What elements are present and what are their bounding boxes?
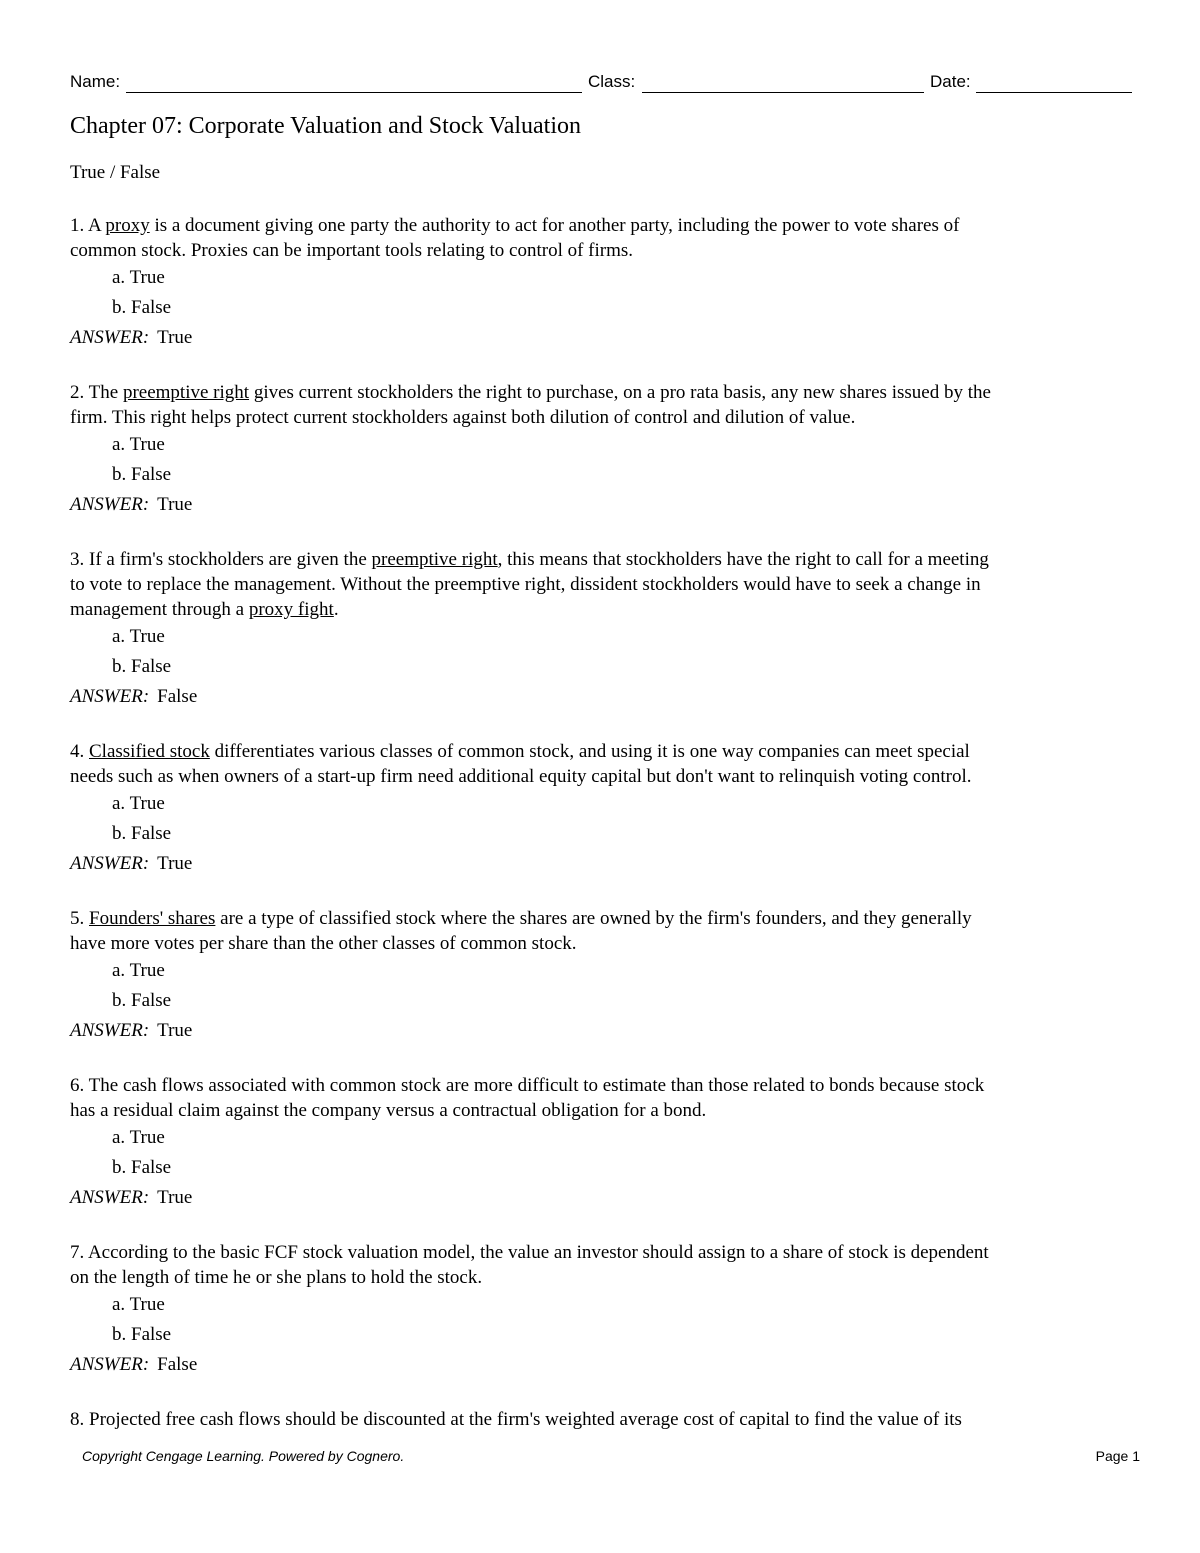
text-segment: 7. According to the basic FCF stock valuation model, the value an investor should assign to a share of stock is dependent [70,1242,989,1263]
option-true: a. True [112,434,165,455]
option-true: a. True [112,1127,165,1148]
answer-label: ANSWER: [70,686,150,707]
answer-line [70,849,1132,879]
option-true: a. True [112,793,165,814]
option-false: b. False [112,656,172,677]
option-true: a. True [112,960,165,981]
answer-label: ANSWER: [70,1020,150,1041]
question-text-line [70,1407,1132,1432]
text-segment: on the length of time he or she plans to hold the stock. [70,1267,483,1288]
text-segment: management through a [70,599,249,620]
question-text-line [70,1240,1132,1265]
date-blank [976,92,1132,93]
text-segment: 1. A [70,215,106,236]
option-false: b. False [112,990,172,1011]
answer-label: ANSWER: [70,327,150,348]
answer-value: True [157,1020,193,1041]
answer-label: ANSWER: [70,1187,150,1208]
question-text-line [70,931,1132,956]
text-segment: to vote to replace the management. Without the preemptive right, dissident stockholders would have to seek a change in [70,574,981,595]
answer-line [70,682,1132,712]
option-false: b. False [112,1324,172,1345]
question-2 [70,380,1132,520]
text-segment: 3. If a firm's stockholders are given the [70,549,372,570]
option-true: a. True [112,626,165,647]
question-8 [70,1407,1132,1432]
question-text-line [70,238,1132,263]
text-segment: 5. [70,908,89,929]
text-segment: gives current stockholders the right to purchase, on a pro rata basis, any new shares issued by the [249,382,991,403]
question-text-line [70,380,1132,405]
text-segment: common stock. Proxies can be important tools relating to control of firms. [70,240,634,261]
question-text-line [70,739,1132,764]
text-segment: have more votes per share than the other classes of common stock. [70,933,577,954]
key-term: preemptive right [122,382,250,403]
answer-label: ANSWER: [70,494,150,515]
answer-value: False [157,1354,198,1375]
class-blank [642,92,924,93]
date-label: Date: [930,72,971,91]
text-segment: has a residual claim against the company versus a contractual obligation for a bond. [70,1100,707,1121]
text-segment: . [333,599,339,620]
question-text-line [70,1265,1132,1290]
page-footer [0,1448,1200,1468]
text-segment: 4. [70,741,89,762]
question-text-line [70,597,1132,622]
key-term: Classified stock [89,741,210,762]
key-term: Founders' shares [89,908,216,929]
question-3 [70,547,1132,712]
class-label: Class: [588,72,636,91]
question-text-line [70,906,1132,931]
question-7 [70,1240,1132,1380]
name-blank [126,92,582,93]
answer-value: True [157,853,193,874]
answer-label: ANSWER: [70,853,150,874]
question-text-line [70,405,1132,430]
question-6 [70,1073,1132,1213]
answer-label: ANSWER: [70,1354,150,1375]
answer-value: False [157,686,198,707]
answer-line [70,1183,1132,1213]
page-number: Page 1 [1095,1448,1140,1464]
option-false: b. False [112,297,172,318]
answer-value: True [157,327,193,348]
text-segment: firm. This right helps protect current stockholders against both dilution of control and dilution of value. [70,407,856,428]
question-text-line [70,1098,1132,1123]
option-false: b. False [112,1157,172,1178]
answer-line [70,1350,1132,1380]
copyright-text: Copyright Cengage Learning. Powered by Cognero. [82,1448,405,1464]
text-segment: 6. The cash flows associated with common stock are more difficult to estimate than those related to bonds because stock [70,1075,985,1096]
answer-value: True [157,494,193,515]
key-term: proxy fight [248,599,334,620]
text-segment: are a type of classified stock where the shares are owned by the firm's founders, and they generally [215,908,972,929]
section-heading: True / False [70,162,161,183]
question-text-line [70,572,1132,597]
question-5 [70,906,1132,1046]
name-label: Name: [70,72,121,91]
key-term: proxy [105,215,150,236]
answer-line [70,1016,1132,1046]
question-4 [70,739,1132,879]
answer-line [70,323,1132,353]
answer-line [70,490,1132,520]
text-segment: 2. The [70,382,123,403]
answer-value: True [157,1187,193,1208]
option-true: a. True [112,267,165,288]
key-term: preemptive right [371,549,498,570]
text-segment: , this means that stockholders have the right to call for a meeting [497,549,989,570]
question-1 [70,213,1132,353]
question-text-line [70,547,1132,572]
option-false: b. False [112,823,172,844]
option-false: b. False [112,464,172,485]
page-title: Chapter 07: Corporate Valuation and Stock Valuation [70,113,582,139]
text-segment: needs such as when owners of a start-up firm need additional equity capital but don't want to relinquish voting control. [70,766,972,787]
question-text-line [70,764,1132,789]
header-fields [70,70,1132,98]
question-text-line [70,1073,1132,1098]
text-segment: differentiates various classes of common stock, and using it is one way companies can meet special [209,741,970,762]
question-text-line [70,213,1132,238]
text-segment: is a document giving one party the authority to act for another party, including the power to vote shares of [149,215,960,236]
option-true: a. True [112,1294,165,1315]
text-segment: 8. Projected free cash flows should be discounted at the firm's weighted average cost of capital to find the value of its [70,1409,962,1430]
